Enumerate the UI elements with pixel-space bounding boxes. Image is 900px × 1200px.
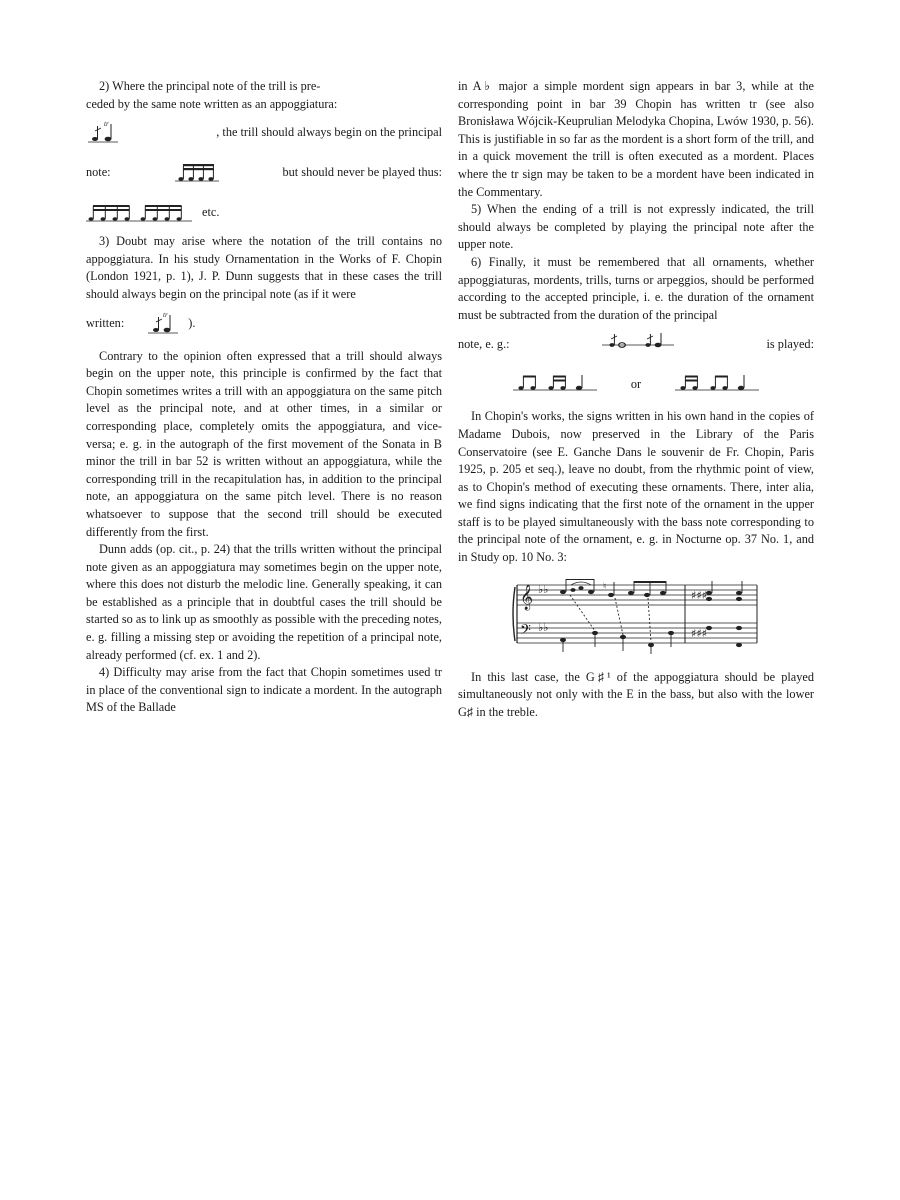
music-note-group-icon xyxy=(175,161,219,185)
music-appoggiatura-trill-icon xyxy=(148,311,178,337)
music-played-example-a-icon xyxy=(513,372,597,396)
paragraph-ballade-continued: in A♭ major a simple mordent sign appears in bar 3, while at the corresponding point in bar 39 Chopin has written tr (see also Bronisława Wójcik-Keuprulian Melodyka Chopina, Lwów 1930, p. 56). This is justifiable in so far as the mordent is a short form of the trill, and in a quick movement the trill is often executed as a mordent. Places where the tr sign may be taken to be a mordent have been indicated in the Commentary. xyxy=(458,79,814,199)
svg-text:𝄢: 𝄢 xyxy=(520,621,531,642)
example-line-written xyxy=(86,304,442,344)
right-column xyxy=(458,78,814,721)
svg-text:♭♭: ♭♭ xyxy=(538,582,549,596)
paragraph-difficulty-4: 4) Difficulty may arise from the fact that Chopin sometimes used tr in place of the conventional sign to indicate a mordent. In the autograph MS of the Ballade xyxy=(86,665,442,715)
etc-label: etc. xyxy=(202,205,220,220)
svg-text:tr: tr xyxy=(104,120,109,129)
paragraph-dunn-adds: Dunn adds (op. cit., p. 24) that the trills written without the principal note given as an appoggiatura may sometimes begin on the upper note, where this does not disturb the melodic line. Generally speaking, it can be established as a principle that in doubtful cases the trill should be started so as to link up as smoothly as possible with the preceding notes, e. g. filling a missing step or avoiding the repetition of a principal note, already performed (cf. ex. 1 and 2). xyxy=(86,542,442,662)
example-line-etc xyxy=(86,193,442,233)
never-played-text: but should never be played thus: xyxy=(282,165,442,180)
paragraph-contrary: Contrary to the opinion often expressed that a trill should always begin on the upper note, this principle is confirmed by the fact that Chopin sometimes writes a trill with an appoggiatura on the same pitch level as the principal note, and at other times, in a similar or corresponding place, completely omits the appoggiatura, and vice-versa; e. g. in the autograph of the first movement of the Sonata in B minor the trill in bar 52 is written without an appoggiatura, while the corresponding trill in the recapitulation has, in addition to the principal note, an appoggiatura on the same pitch level. There is no reason whatsoever to suppose that the second trill should be executed differently from the first. xyxy=(86,348,442,539)
note-label: note: xyxy=(86,165,111,180)
music-score-excerpt xyxy=(511,579,761,655)
trill-begin-text: , the trill should always begin on the principal xyxy=(216,125,442,140)
paragraph-trill-2-line2: ceded by the same note written as an appoggiatura: xyxy=(86,96,338,111)
svg-text:tr: tr xyxy=(163,310,168,319)
paragraph-trill-2-line1: 2) Where the principal note of the trill is pre- xyxy=(99,79,321,93)
svg-text:♭♭: ♭♭ xyxy=(538,620,549,634)
written-label: written: xyxy=(86,315,125,330)
paragraph-ending-5: 5) When the ending of a trill is not expressly indicated, the trill should always be completed by playing the principal note after the upper note. xyxy=(458,202,814,252)
svg-text:♯♯♯: ♯♯♯ xyxy=(691,626,707,640)
music-long-note-group-icon xyxy=(86,201,192,225)
left-column xyxy=(86,78,442,717)
eg-note-label: note, e. g.: xyxy=(458,336,510,351)
paragraph-last-case: In this last case, the G♯¹ of the appoggiatura should be played simultaneously not only with the E in the bass, but also with the lower G♯ in the treble. xyxy=(458,669,814,719)
svg-text:♯♯♯: ♯♯♯ xyxy=(691,588,707,602)
is-played-label: is played: xyxy=(766,336,814,351)
paragraph-finally-6: 6) Finally, it must be remembered that all ornaments, whether appoggiaturas, mordents, trills, turns or arpeggios, should be performed according to the accepted principle, i. e. the duration of the ornament must be subtracted from the duration of the principal xyxy=(458,254,814,322)
example-line-appoggiatura xyxy=(86,113,442,153)
music-played-example-b-icon xyxy=(675,372,759,396)
svg-text:𝄞: 𝄞 xyxy=(520,584,534,610)
paragraph-doubt-3: 3) Doubt may arise where the notation of the trill contains no appoggiatura. In his study Ornamentation in the Works of F. Chopin (London 1921, p. 1), J. P. Dunn suggests that in these cases the trill should always begin on the principal note (as if it were xyxy=(86,234,442,301)
paragraph-chopin-works: In Chopin's works, the signs written in his own hand in the copies of Madame Dubois, now preserved in the Library of the Paris Conservatoire (see E. Ganche Dans le souvenir de Fr. Chopin, Paris 1925, p. 205 et seq.), leave no doubt, from the rhythmic point of view, as to Chopin's method of executing these ornaments. There, inter alia, we find signs indicating that the first note of the ornament in the upper staff is to be played simultaneously with the bass note corresponding to the principal note of the ornament, e. g. in Nocturne op. 37 No. 1, and in Study op. 10 No. 3: xyxy=(458,409,814,565)
music-appoggiatura-example-icon xyxy=(602,331,674,357)
svg-text:♮: ♮ xyxy=(603,581,607,592)
example-line-eg xyxy=(458,324,814,364)
or-label: or xyxy=(630,376,642,391)
music-appoggiatura-trill-icon xyxy=(86,120,120,146)
example-line-or xyxy=(458,364,814,404)
written-end: ). xyxy=(188,315,196,330)
example-line-note xyxy=(86,153,442,193)
